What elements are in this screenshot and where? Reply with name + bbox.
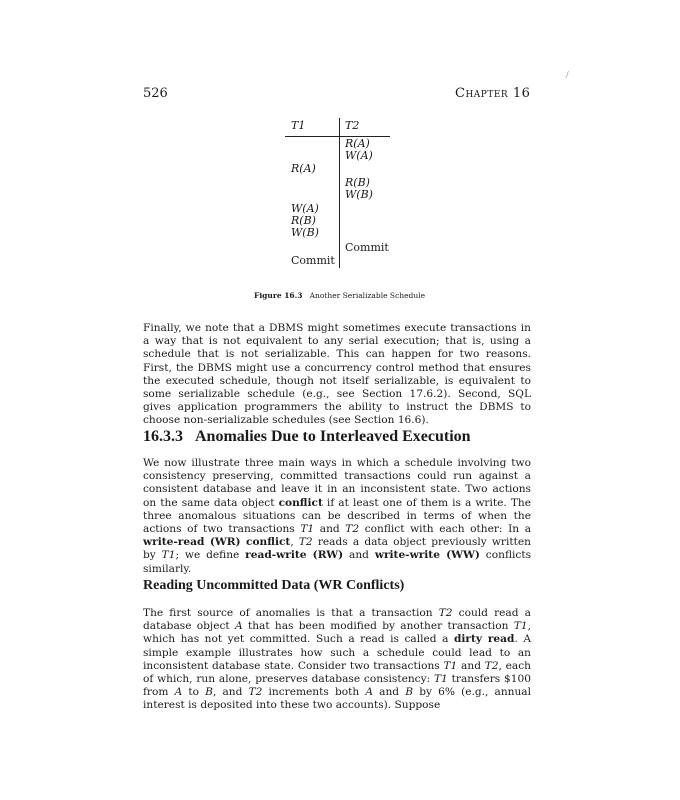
object-symbol: B — [405, 686, 414, 699]
object-symbol: A — [365, 686, 374, 699]
object-symbol: A — [174, 686, 183, 699]
text-run: and — [314, 523, 346, 536]
schedule-table — [285, 118, 395, 268]
transaction-symbol: T2 — [345, 523, 360, 536]
text-run: reads a data object previously written by — [143, 536, 531, 562]
term-conflict: conflict — [278, 496, 323, 509]
text-run: The first source of anomalies is that a transaction — [143, 607, 439, 619]
transaction-symbol: T2 — [438, 607, 453, 619]
figure-caption-text: Another Serializable Schedule — [309, 291, 426, 300]
t2-action: W(A) — [345, 149, 373, 162]
section-number: 16.3.3 — [143, 428, 183, 445]
transaction-symbol: T2 — [484, 659, 499, 672]
paragraph-serializability: Finally, we note that a DBMS might sometimes execute transactions in a way that is not equivalent to any serial execution; that is, using a schedule that is not serializable. This can happen for two reasons. First, the DBMS might use a concurrency control method that ensures the executed schedule, though not itself serializable, is equivalent to some serializable schedule (e.g., see Section 17.6.2). Second, SQL gives application programmers the ability to instruct the DBMS to choose non-serializable schedules (see Section 16.6). — [143, 322, 531, 427]
text-run: and — [457, 659, 485, 672]
text-run: increments both — [262, 686, 366, 699]
text-run: by 6% (e.g., annual interest is deposited into these two accounts). Suppose — [143, 686, 531, 712]
stray-mark: / — [566, 70, 569, 79]
transaction-symbol: T1 — [443, 659, 458, 672]
transaction-symbol: T2 — [298, 536, 313, 549]
section-title: Anomalies Due to Interleaved Execution — [195, 428, 471, 445]
text-run: and — [373, 686, 406, 699]
object-symbol: B — [205, 686, 213, 699]
t2-action: R(A) — [345, 137, 370, 150]
text-run: . A simple example illustrates how such a schedule could lead to an inconsistent database state. Consider two transactions — [143, 633, 532, 672]
text-run: , and — [212, 686, 249, 699]
t1-action: W(A) — [291, 202, 319, 215]
column-header-t2: T2 — [345, 119, 360, 132]
text-run: if at least one of them is a write. The three anomalous situations can be described in terms of when the actions of two transactions — [143, 496, 532, 536]
text-run: could read a database object — [143, 607, 532, 633]
paragraph-dirty-read — [143, 607, 531, 713]
text-run: that has been modified by another transaction — [242, 620, 514, 633]
t2-action: W(B) — [345, 188, 373, 201]
transaction-symbol: T1 — [513, 620, 528, 633]
column-header-t1: T1 — [291, 119, 306, 132]
transaction-symbol: T1 — [433, 673, 448, 686]
text-run: to — [182, 686, 206, 699]
term-write-write: write-write (WW) — [374, 549, 480, 562]
text-run: ; we define — [175, 549, 246, 562]
text-run: conflicts similarly. — [143, 549, 532, 575]
header-rule — [285, 136, 390, 137]
paragraph-anomalies — [143, 457, 531, 576]
term-write-read: write-read (WR) conflict — [143, 536, 291, 549]
t2-action: Commit — [345, 241, 389, 254]
text-run: conflict with each other: In a — [359, 523, 532, 536]
text-run: We now illustrate three main ways in which a schedule involving two consistency preserving, committed transactions could run against a consistent database and leave it in an inconsistent state. Two actions on the same data object — [143, 457, 531, 509]
t1-action: R(A) — [291, 162, 316, 175]
figure-caption — [254, 291, 425, 300]
figure-label: Figure 16.3 — [254, 291, 303, 300]
object-symbol: A — [234, 620, 243, 633]
page-number: 526 — [143, 86, 168, 101]
t1-action: Commit — [291, 254, 335, 267]
term-read-write: read-write (RW) — [245, 549, 344, 562]
text-run: and — [343, 549, 375, 562]
t1-action: W(B) — [291, 226, 319, 239]
text-run: , each of which, run alone, preserves database consistency: — [143, 659, 532, 686]
transaction-symbol: T1 — [300, 523, 315, 536]
column-divider — [339, 118, 340, 268]
t2-action: R(B) — [345, 176, 370, 189]
text-run: transfers $100 from — [143, 673, 531, 699]
term-dirty-read: dirty read — [453, 633, 515, 646]
chapter-heading: Chapter 16 — [455, 86, 531, 101]
text-run: , which has not yet committed. Such a read is called a — [143, 620, 531, 646]
transaction-symbol: T1 — [161, 549, 176, 562]
subsection-heading: Reading Uncommitted Data (WR Conflicts) — [143, 578, 405, 593]
section-heading — [143, 428, 471, 446]
transaction-symbol: T2 — [248, 686, 263, 699]
text-run: , — [290, 536, 299, 549]
t1-action: R(B) — [291, 214, 316, 227]
